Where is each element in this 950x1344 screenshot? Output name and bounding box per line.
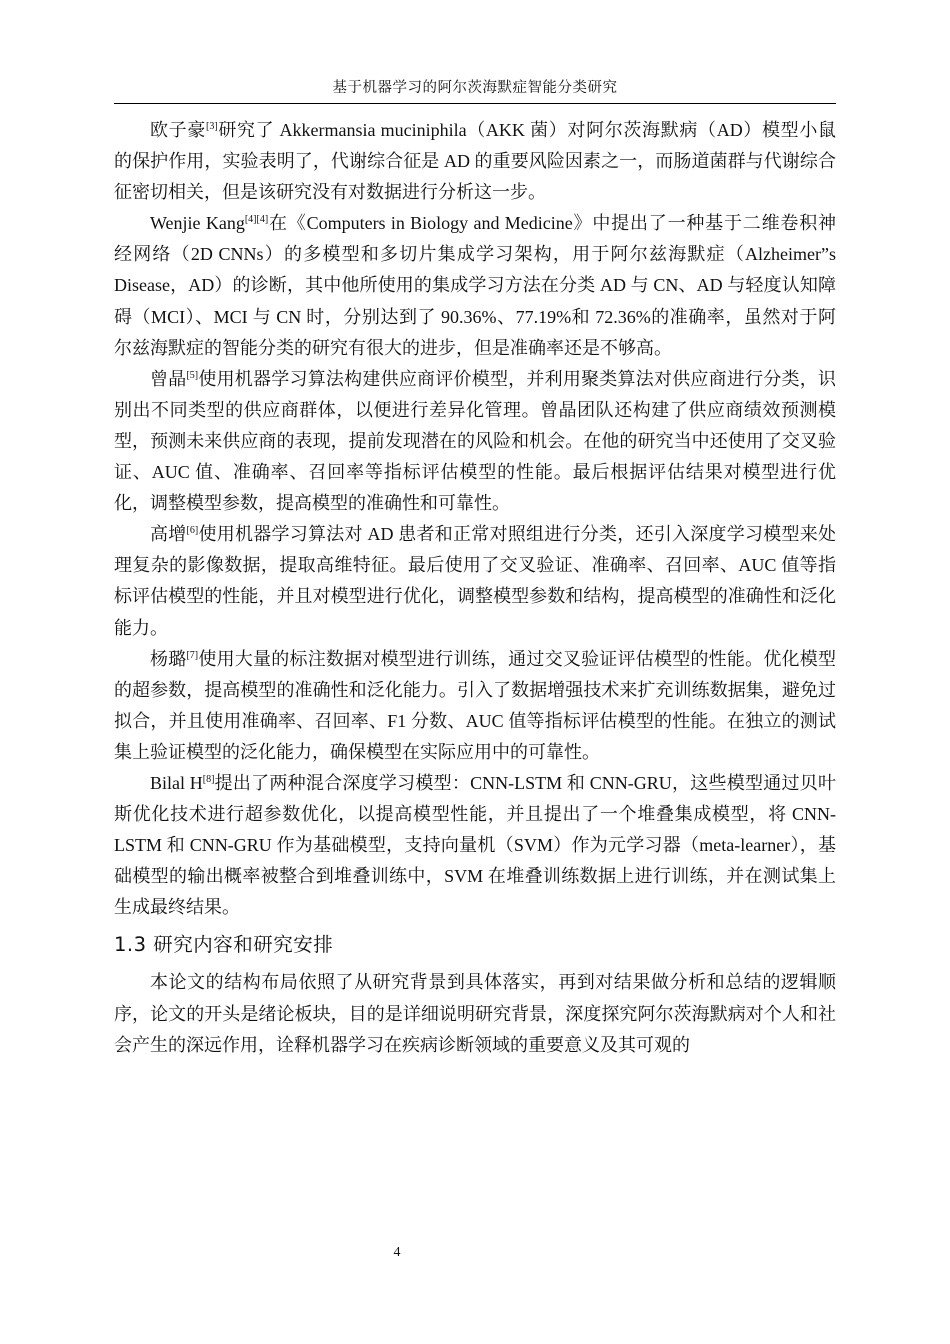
paragraph-ouzihao xyxy=(114,115,836,208)
citation-author: 欧子豪 xyxy=(150,120,206,140)
citation-ref: [5] xyxy=(186,369,199,381)
paragraph-yanglu xyxy=(114,644,836,768)
paragraph-bilal xyxy=(114,768,836,923)
paragraph-wenjie-kang xyxy=(114,208,836,363)
citation-ref: [8] xyxy=(202,773,215,785)
paragraph-text: 使用机器学习算法对 AD 患者和正常对照组进行分类，还引入深度学习模型来处理复杂的影像数据，提取高维特征。最后使用了交叉验证、准确率、召回率、AUC 值等指标评估模型的性能，并且对模型进行优化，调整模型参数和结构，提高模型的准确性和泛化能力。 xyxy=(114,524,837,638)
citation-author: 杨璐 xyxy=(150,648,187,669)
paragraph-text: 提出了两种混合深度学习模型：CNN-LSTM 和 CNN-GRU，这些模型通过贝叶斯优化技术进行超参数优化，以提高模型性能，并且提出了一个堆叠集成模型，将 CNN-LSTM 和 CNN-GRU 作为基础模型，支持向量机（SVM）作为元学习器（meta-learner），基础模型的输出概率被整合到堆叠训练中，SVM 在堆叠训练数据上进行训练，并在测试集上生成最终结果。 xyxy=(114,772,836,918)
citation-author: Wenjie Kang xyxy=(150,213,245,234)
page-number: 4 xyxy=(393,1245,401,1260)
citation-ref: [4][4] xyxy=(244,214,269,226)
citation-author: 高增 xyxy=(150,524,187,545)
citation-author: Bilal H xyxy=(150,772,203,793)
citation-author: 曾晶 xyxy=(150,368,187,389)
citation-ref: [3] xyxy=(206,121,218,132)
paragraph-text: 使用大量的标注数据对模型进行训练，通过交叉验证评估模型的性能。优化模型的超参数，提高模型的准确性和泛化能力。引入了数据增强技术来扩充训练数据集，避免过拟合，并且使用准确率、召回率、F1 分数、AUC 值等指标评估模型的性能。在独立的测试集上验证模型的泛化能力，确保模型在实际应用中的可靠性。 xyxy=(114,648,836,762)
section-heading: 1.3 研究内容和研究安排 xyxy=(114,933,334,957)
paragraph-structure: 本论文的结构布局依照了从研究背景到具体落实，再到对结果做分析和总结的逻辑顺序，论文的开头是绪论板块，目的是详细说明研究背景，深度探究阿尔茨海默病对个人和社会产生的深远作用，诠释机器学习在疾病诊断领域的重要意义及其可观的 xyxy=(114,972,836,1055)
page-body xyxy=(114,115,836,1061)
paragraph-zengjing xyxy=(114,364,836,519)
paragraph-gaozeng xyxy=(114,519,836,643)
paragraph-text: 研究了 Akkermansia muciniphila（AKK 菌）对阿尔茨海默病（AD）模型小鼠的保护作用，实验表明了，代谢综合征是 AD 的重要风险因素之一，而肠道菌群与代谢综合征密切相关，但是该研究没有对数据进行分析这一步。 xyxy=(114,120,837,203)
running-header: 基于机器学习的阿尔茨海默症智能分类研究 xyxy=(332,80,618,96)
paragraph-text: 使用机器学习算法构建供应商评价模型，并利用聚类算法对供应商进行分类，识别出不同类型的供应商群体，以便进行差异化管理。曾晶团队还构建了供应商绩效预测模型，预测未来供应商的表现，提前发现潜在的风险和机会。在他的研究当中还使用了交叉验证、AUC 值、准确率、召回率等指标评估模型的性能。最后根据评估结果对模型进行优化，调整模型参数，提高模型的准确性和可靠性。 xyxy=(114,368,836,514)
paragraph-text: 在《Computers in Biology and Medicine》中提出了一种基于二维卷积神经网络（2D CNNs）的多模型和多切片集成学习架构，用于阿尔兹海默症（Alzheimer”s Disease，AD）的诊断，其中他所使用的集成学习方法在分类 AD 与 CN、AD 与轻度认知障碍（MCI）、MCI 与 CN 时，分别达到了 90.36%、77.19%和 72.36%的准确率，虽然对于阿尔兹海默症的智能分类的研究有很大的进步，但是准确率还是不够高。 xyxy=(114,213,836,358)
citation-ref: [6] xyxy=(186,525,199,537)
header-divider xyxy=(114,103,836,104)
citation-ref: [7] xyxy=(186,649,199,661)
